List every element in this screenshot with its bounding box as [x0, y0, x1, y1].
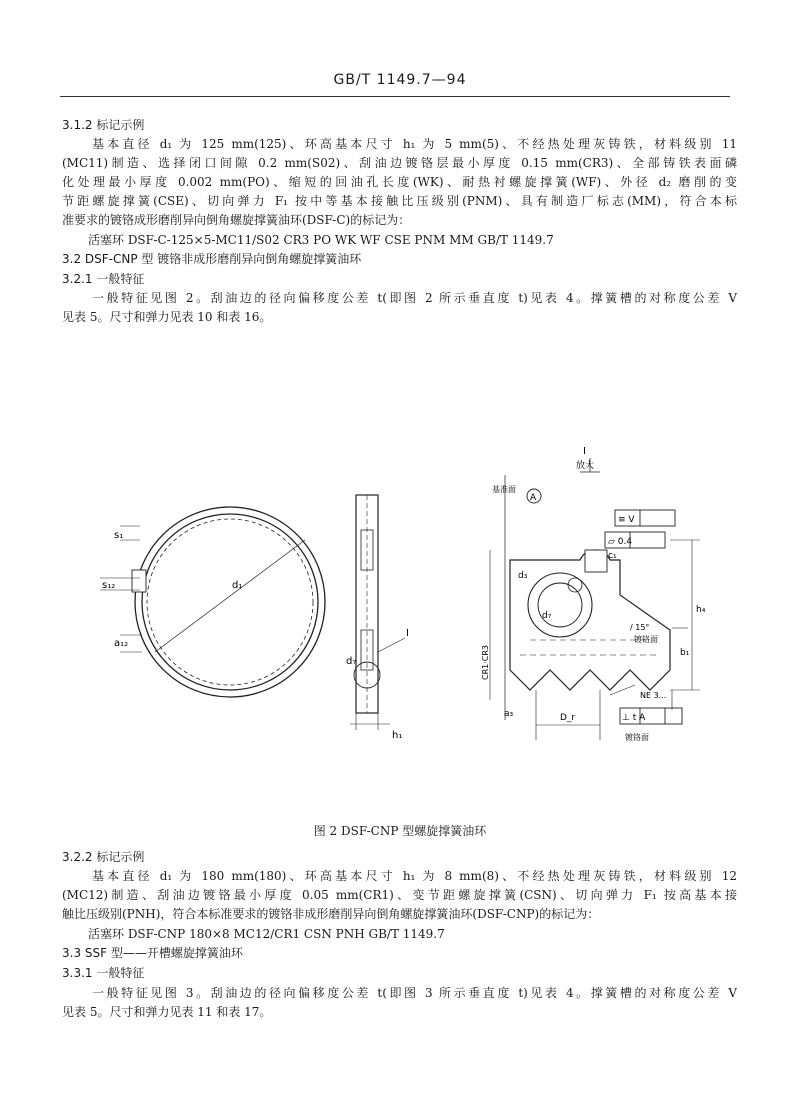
- label-a12: a₁₂: [114, 638, 129, 649]
- label-flat-tol: ▱ 0.4: [608, 537, 633, 547]
- label-h4: h₄: [696, 605, 706, 615]
- paragraph-line: (MC11)制造、选择闭口间隙 0.2 mm(S02)、刮油边镀铬层最小厚度 0.15 mm(CR3)、全部铸铁表面磷: [62, 156, 737, 170]
- marking-example: 活塞环 DSF-CNP 180×8 MC12/CR1 CSN PNH GB/T 1149.7: [88, 927, 445, 941]
- label-dr: D_r: [560, 713, 576, 723]
- paragraph-line: 一般特征见图 2。刮油边的径向偏移度公差 t(即图 2 所示垂直度 t)见表 4。撑簧槽的对称度公差 V: [92, 291, 737, 305]
- label-cr: CR1·CR3: [481, 644, 490, 680]
- section-heading: 3.3.1 一般特征: [62, 966, 145, 980]
- section-heading: 3.2.2 标记示例: [62, 850, 145, 864]
- label-angle: / 15°: [630, 623, 650, 632]
- label-detail-scale: 放大: [576, 461, 595, 471]
- label-d3: d₃: [518, 571, 528, 581]
- label-d7-side: d₇: [346, 656, 357, 667]
- paragraph-line: 基本直径 d₁ 为 125 mm(125)、环高基本尺寸 h₁ 为 5 mm(5)、不经热处理灰铸铁，材料级别 11: [92, 137, 737, 151]
- label-plating-1: 镀铬面: [634, 635, 658, 644]
- paragraph-line: 一般特征见图 3。刮油边的径向偏移度公差 t(即图 3 所示垂直度 t)见表 4。撑簧槽的对称度公差 V: [92, 986, 737, 1000]
- paragraph-line: 节距螺旋撑簧(CSE)、切向弹力 F₁ 按中等基本接触比压级别(PNM)、具有制造厂标志(MM)，符合本标: [62, 194, 737, 208]
- label-plating-2: 镀铬面: [625, 733, 649, 742]
- label-b1: b₁: [680, 648, 690, 658]
- ring-front-view: [100, 507, 325, 697]
- paragraph-line: 见表 5。尺寸和弹力见表 11 和表 17。: [62, 1005, 272, 1019]
- label-s12: s₁₂: [102, 580, 116, 591]
- label-detail-I-top: I: [583, 446, 586, 457]
- label-s1: s₁: [114, 530, 124, 541]
- page-header: GB/T 1149.7—94: [333, 72, 467, 88]
- paragraph-line: 触比压级别(PNH)，符合本标准要求的镀铬非成形磨削异向倒角螺旋撑簧油环(DSF-CNP)的标记为：: [62, 907, 600, 921]
- paragraph-line: 基本直径 d₁ 为 180 mm(180)、环高基本尺寸 h₁ 为 8 mm(8)、不经热处理灰铸铁，材料级别 12: [92, 869, 737, 883]
- header-rule: [60, 96, 730, 97]
- label-sym-tol: ≡ V: [618, 515, 635, 525]
- figure-2: [60, 440, 760, 800]
- paragraph-line: 见表 5。尺寸和弹力见表 10 和表 16。: [62, 310, 272, 324]
- label-datum-A: A: [530, 493, 537, 503]
- figure-caption: 图 2 DSF-CNP 型螺旋撑簧油环: [313, 824, 487, 838]
- paragraph-line: (MC12)制造、刮油边镀铬最小厚度 0.05 mm(CR1)、变节距螺旋撑簧(CSN)、切向弹力 F₁ 按高基本接: [62, 888, 737, 902]
- paragraph-line: 准要求的镀铬成形磨削异向倒角螺旋撑簧油环(DSF-C)的标记为：: [62, 213, 411, 227]
- section-heading: 3.2.1 一般特征: [62, 272, 145, 286]
- marking-example: 活塞环 DSF-C-125×5-MC11/S02 CR3 PO WK WF CSE PNM MM GB/T 1149.7: [88, 233, 554, 247]
- label-detail-I: I: [406, 628, 409, 639]
- section-heading: 3.3 SSF 型——开槽螺旋撑簧油环: [62, 946, 243, 960]
- label-d1: d₁: [232, 580, 243, 591]
- ring-side-view: [350, 495, 405, 730]
- paragraph-line: 化处理最小厚度 0.002 mm(PO)、缩短的回油孔长度(WK)、耐热衬螺旋撑簧(WF)、外径 d₂ 磨削的变: [62, 175, 737, 189]
- label-ne: NE 3...: [640, 691, 667, 700]
- label-h1: h₁: [392, 730, 403, 741]
- detail-view: [490, 458, 700, 740]
- label-perp-tol: ⊥ t A: [622, 713, 646, 723]
- section-heading: 3.2 DSF-CNP 型 镀铬非成形磨削异向倒角螺旋撑簧油环: [62, 252, 362, 266]
- label-ref-plane: 基准面: [492, 485, 516, 494]
- label-d7: d₇: [542, 611, 552, 621]
- label-a3: a₃: [504, 709, 514, 719]
- section-heading: 3.1.2 标记示例: [62, 118, 145, 132]
- label-c1: c₁: [608, 551, 617, 561]
